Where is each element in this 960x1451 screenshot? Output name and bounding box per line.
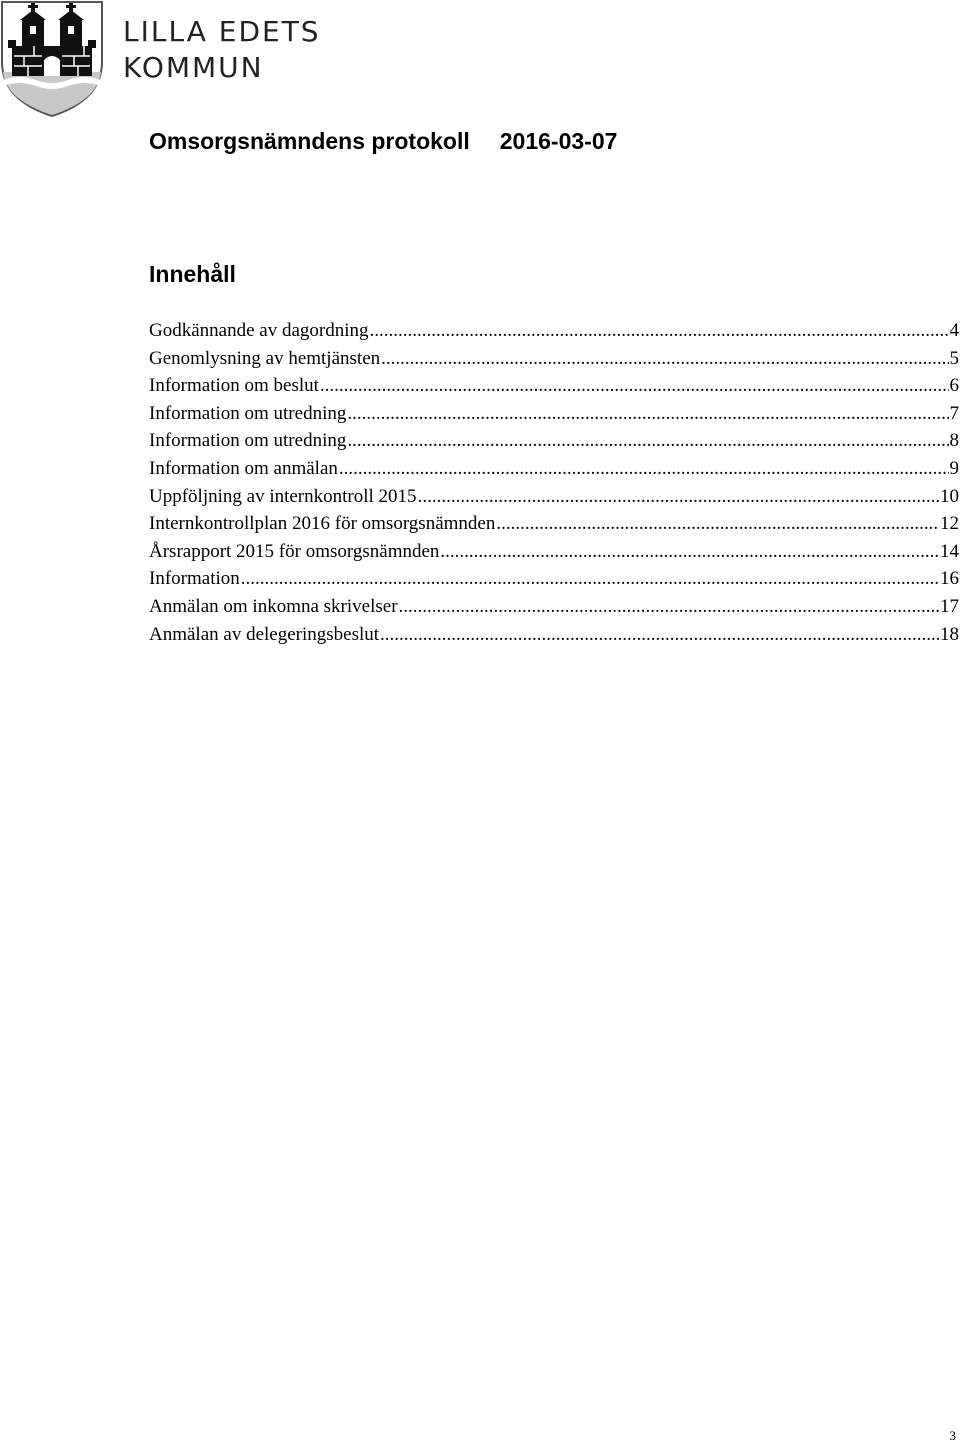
- toc-entry-page: 12: [940, 513, 959, 535]
- toc-entry[interactable]: [149, 565, 959, 593]
- toc-entry-label: Uppföljning av internkontroll 2015: [149, 485, 417, 507]
- page-header: [0, 0, 400, 120]
- toc-entry-page: 9: [949, 457, 959, 479]
- toc-entry-page: 10: [940, 485, 959, 507]
- toc-entry-page: 16: [940, 568, 959, 590]
- toc-entry-label: Information om utredning: [149, 430, 347, 452]
- organization-name-line1: LILLA EDETS: [123, 15, 321, 48]
- toc-entry-page: 8: [949, 430, 959, 452]
- table-of-contents: [149, 317, 959, 648]
- document-title: Omsorgsnämndens protokoll: [149, 128, 470, 154]
- toc-leader: [241, 565, 939, 593]
- toc-entry[interactable]: [149, 593, 959, 621]
- toc-entry[interactable]: [149, 345, 959, 373]
- toc-entry-label: Information om anmälan: [149, 457, 338, 479]
- document-date: 2016-03-07: [499, 128, 618, 154]
- toc-heading: Innehåll: [149, 261, 236, 287]
- toc-leader: [418, 483, 939, 511]
- toc-entry-label: Genomlysning av hemtjänsten: [149, 347, 381, 369]
- toc-entry[interactable]: [149, 538, 959, 566]
- toc-leader: [399, 593, 939, 621]
- toc-entry[interactable]: [149, 455, 959, 483]
- toc-entry-page: 17: [940, 595, 959, 617]
- toc-entry-label: Anmälan om inkomna skrivelser: [149, 595, 398, 617]
- toc-entry-label: Internkontrollplan 2016 för omsorgsnämnden: [149, 513, 496, 535]
- organization-name: [123, 14, 321, 86]
- toc-entry-page: 7: [949, 402, 959, 424]
- toc-leader: [381, 345, 948, 373]
- toc-entry-page: 6: [949, 375, 959, 397]
- page-number: 3: [949, 1428, 956, 1443]
- toc-entry-label: Information: [149, 568, 240, 590]
- document-title-row: [149, 124, 617, 158]
- toc-entry-label: Anmälan av delegeringsbeslut: [149, 623, 380, 645]
- toc-entry[interactable]: [149, 427, 959, 455]
- toc-entry-label: Årsrapport 2015 för omsorgsnämnden: [149, 540, 440, 562]
- toc-entry[interactable]: [149, 372, 959, 400]
- municipal-crest-icon: [0, 0, 104, 118]
- toc-leader: [320, 372, 949, 400]
- toc-entry[interactable]: [149, 400, 959, 428]
- toc-entry-label: Information om utredning: [149, 402, 347, 424]
- toc-entry-page: 18: [940, 623, 959, 645]
- toc-entry-label: Information om beslut: [149, 375, 319, 397]
- toc-leader: [440, 538, 939, 566]
- toc-leader: [496, 510, 939, 538]
- toc-entry[interactable]: [149, 317, 959, 345]
- toc-leader: [380, 621, 939, 649]
- toc-entry-page: 5: [949, 347, 959, 369]
- toc-leader: [347, 427, 948, 455]
- toc-entry-page: 4: [949, 320, 959, 341]
- toc-entry[interactable]: [149, 621, 959, 649]
- organization-name-line2: KOMMUN: [123, 51, 264, 84]
- toc-entry-label: Godkännande av dagordning: [149, 320, 369, 341]
- toc-leader: [339, 455, 949, 483]
- toc-entry[interactable]: [149, 483, 959, 511]
- toc-leader: [347, 400, 948, 428]
- toc-entry-page: 14: [940, 540, 959, 562]
- toc-entry[interactable]: [149, 510, 959, 538]
- toc-leader: [370, 317, 949, 345]
